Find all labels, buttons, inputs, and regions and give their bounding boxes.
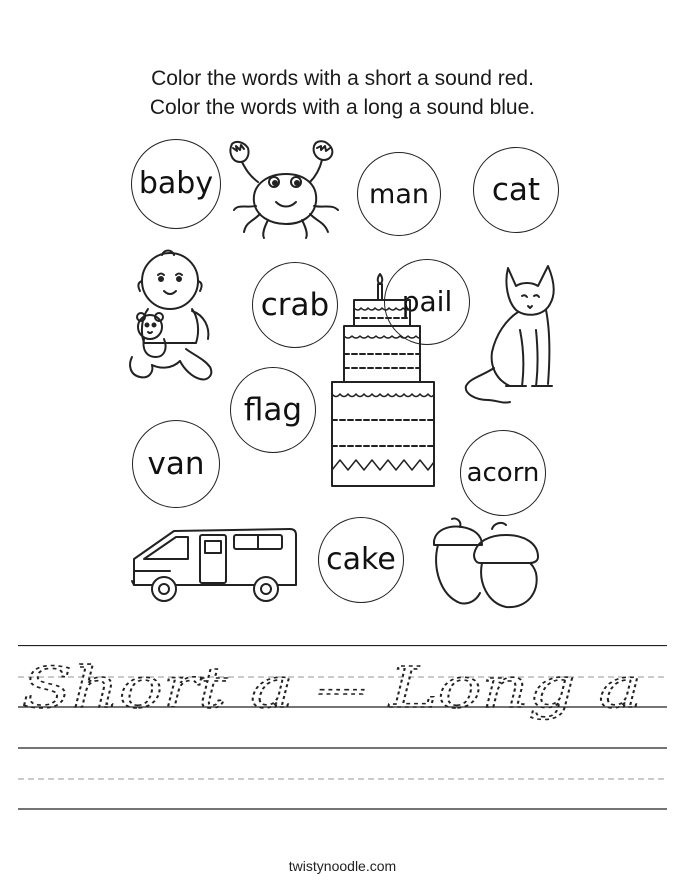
baby-illustration <box>124 245 218 385</box>
crab-illustration <box>224 136 354 242</box>
word-bubble-cat[interactable] <box>473 147 559 233</box>
instruction-line-2: Color the words with a long a sound blue. <box>149 96 536 119</box>
word-bubble-man[interactable] <box>357 152 441 236</box>
word-bubble-cake[interactable] <box>318 517 404 603</box>
tracing-text-label: Short a -- Long a <box>22 656 642 721</box>
cake-illustration <box>328 270 440 496</box>
word-label: crab <box>260 286 330 323</box>
word-bubble-baby[interactable] <box>131 139 221 229</box>
word-label: baby <box>138 166 214 201</box>
word-bubble-van[interactable] <box>132 420 220 508</box>
van-illustration <box>130 523 310 605</box>
word-label: cake <box>326 542 396 577</box>
word-bubble-flag[interactable] <box>230 367 316 453</box>
acorn-illustration <box>430 515 546 609</box>
word-label: man <box>369 178 429 210</box>
word-label: pail <box>401 285 453 318</box>
footer-credit: twistynoodle.com <box>288 858 397 874</box>
word-label: cat <box>491 171 541 208</box>
word-label: acorn <box>466 458 540 488</box>
instructions <box>0 64 685 122</box>
tracing-text <box>18 635 667 745</box>
word-label: flag <box>243 391 303 428</box>
word-bubble-acorn[interactable] <box>460 430 546 516</box>
word-label: van <box>147 445 205 482</box>
cat-illustration <box>462 260 562 410</box>
instruction-line-1: Color the words with a short a sound red. <box>151 67 534 90</box>
word-bubble-crab[interactable] <box>252 262 338 348</box>
